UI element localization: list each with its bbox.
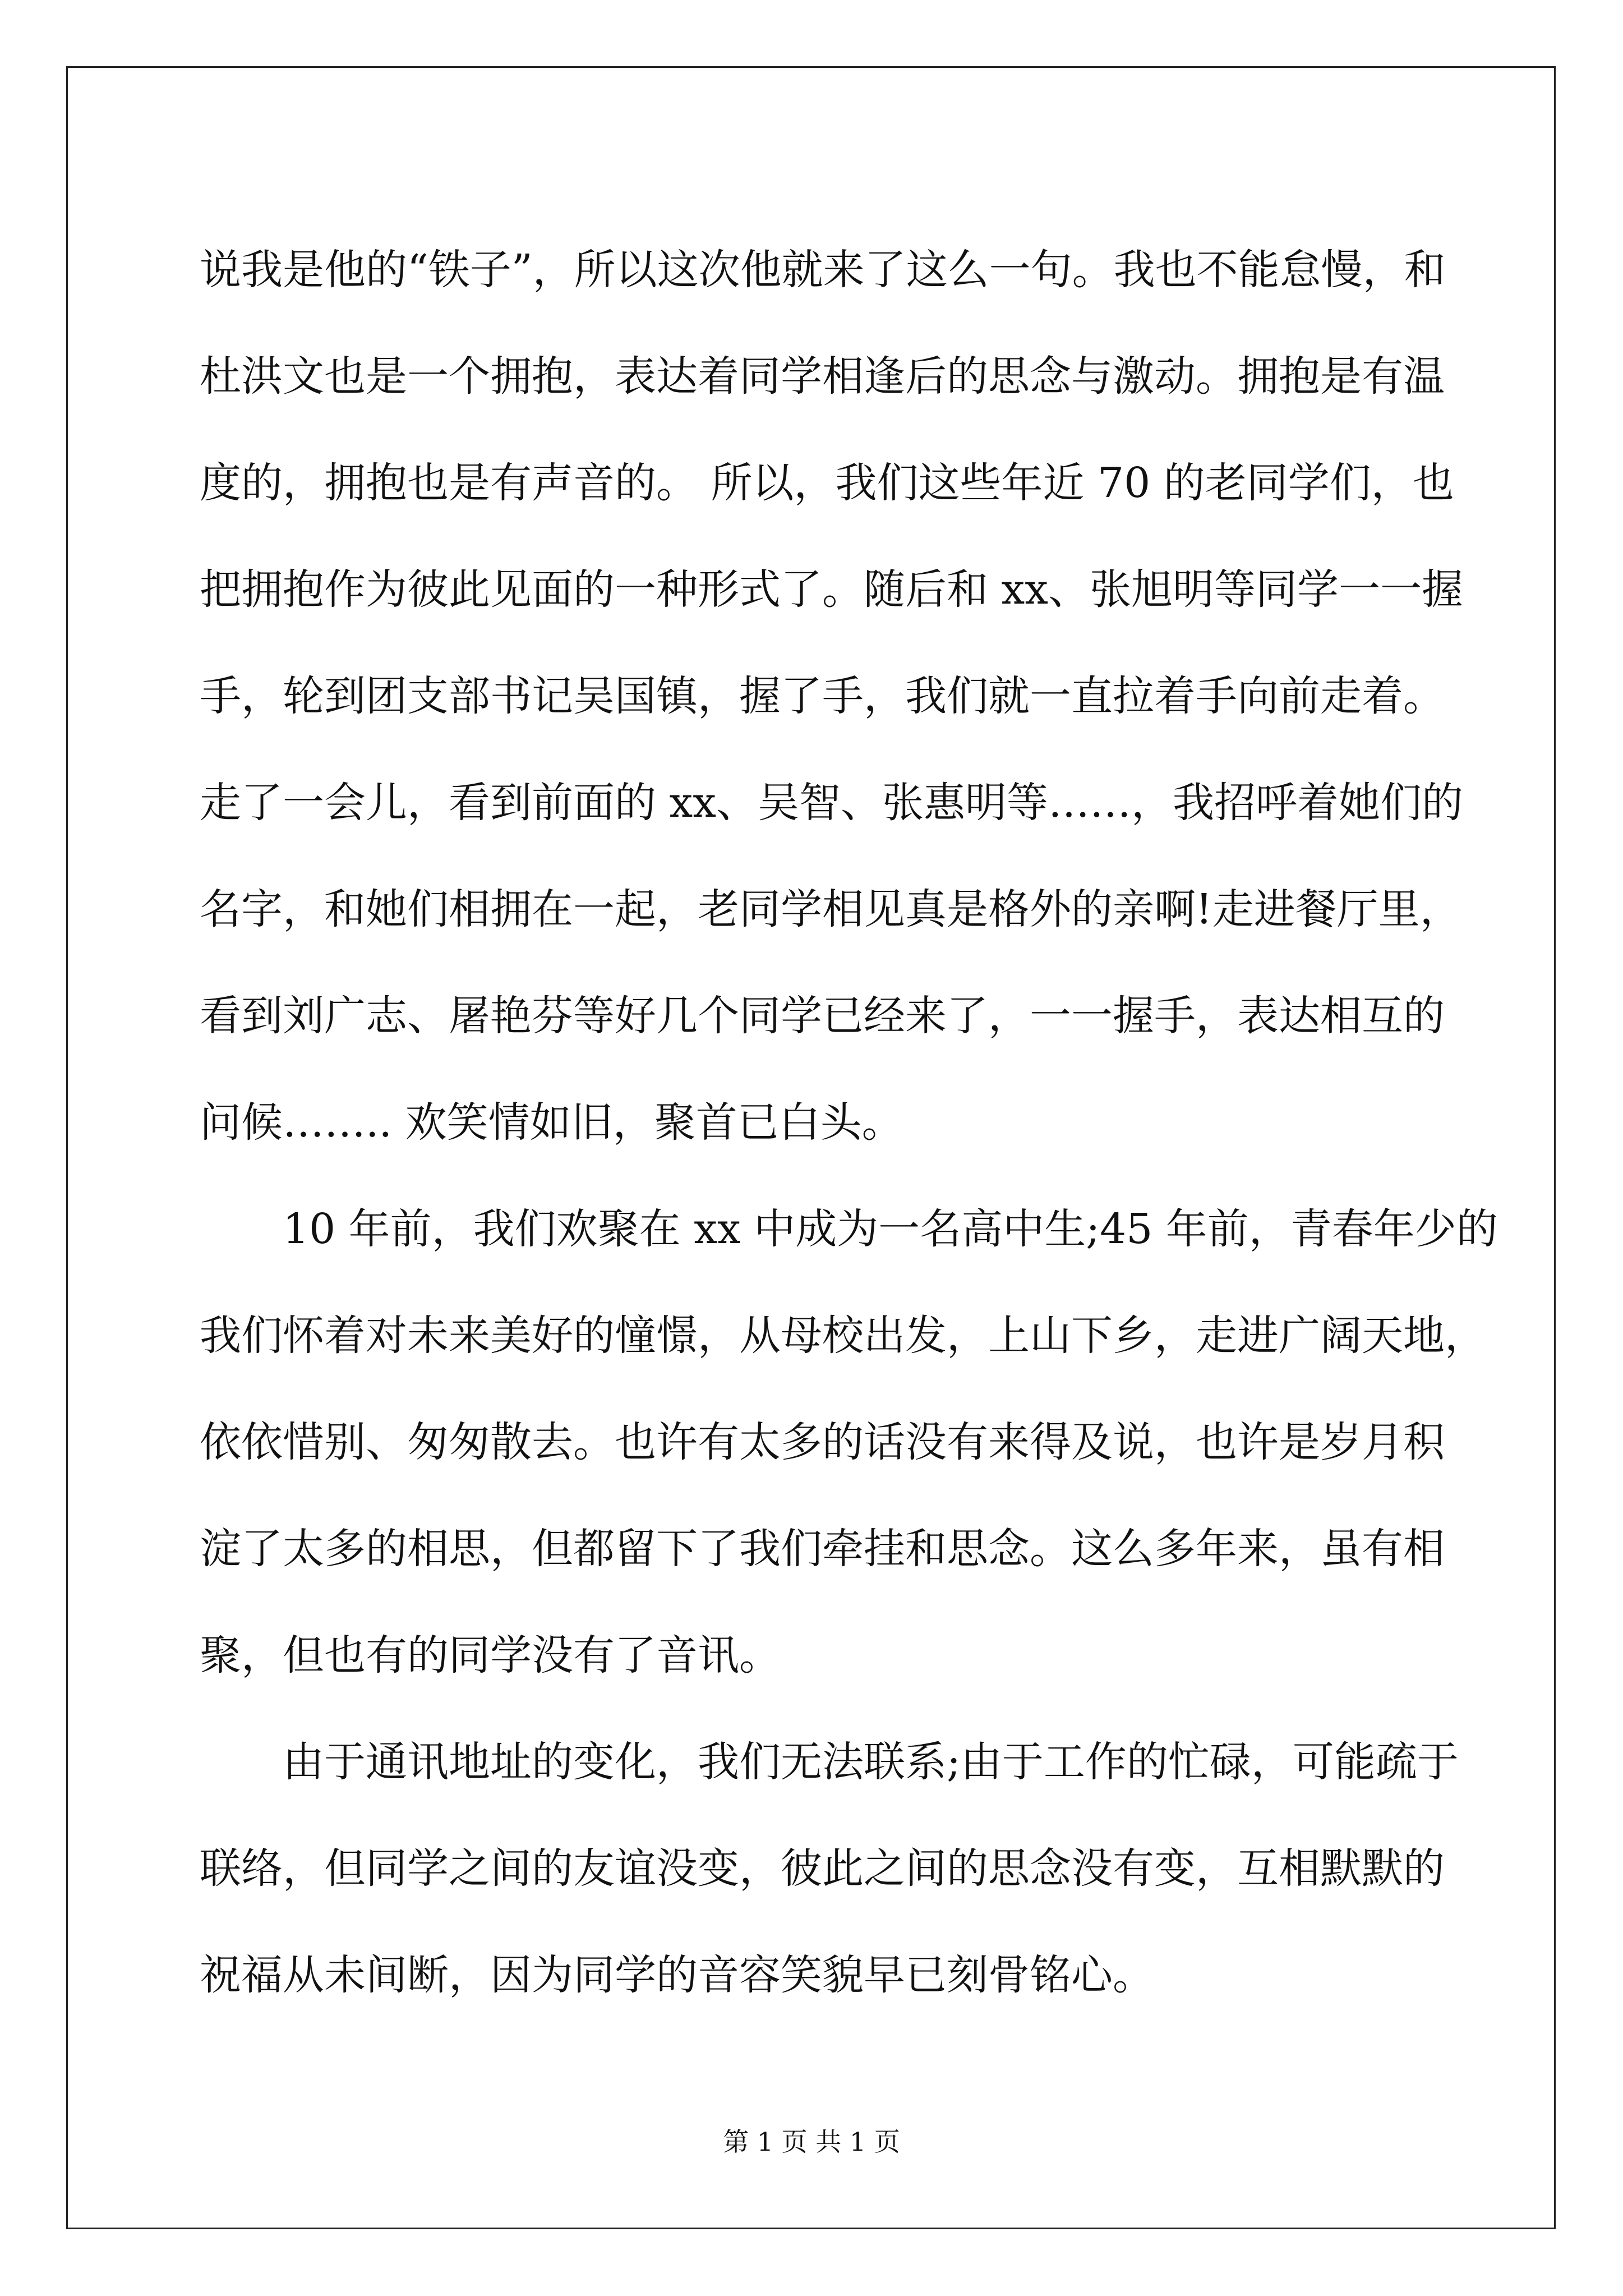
text-line-13: 淀了太多的相思，但都留下了我们牵挂和思念。这么多年来，虽有相 (200, 1525, 1445, 1573)
text-line-11: 我们怀着对未来美好的憧憬，从母校出发，上山下乡，走进广阔天地， (200, 1312, 1486, 1360)
text-line-16: 联络，但同学之间的友谊没变，彼此之间的思念没有变，互相默默的 (200, 1844, 1445, 1893)
text-line-9: 问候…….. 欢笑情如旧，聚首已白头。 (200, 1098, 903, 1147)
text-line-14: 聚，但也有的同学没有了音讯。 (200, 1631, 781, 1680)
text-line-2: 杜洪文也是一个拥抱，表达着同学相逢后的思念与激动。拥抱是有温 (200, 352, 1445, 401)
document-body (200, 217, 1498, 2028)
text-line-7: 名字，和她们相拥在一起，老同学相见真是格外的亲啊!走进餐厅里， (200, 885, 1461, 933)
text-line-17: 祝福从未间断，因为同学的音容笑貌早已刻骨铭心。 (200, 1951, 1154, 1999)
text-line-1: 说我是他的“铁子”，所以这次他就来了这么一句。我也不能怠慢，和 (200, 246, 1446, 294)
text-line-10: 10 年前，我们欢聚在 xx 中成为一名高中生;45 年前，青春年少的 (283, 1205, 1498, 1253)
text-line-4: 把拥抱作为彼此见面的一种形式了。随后和 xx、张旭明等同学一一握 (200, 565, 1463, 614)
page-number-footer: 第 1 页 共 1 页 (723, 2127, 900, 2157)
text-line-12: 依依惜别、匆匆散去。也许有太多的话没有来得及说，也许是岁月积 (200, 1418, 1445, 1466)
text-line-5: 手，轮到团支部书记吴国镇，握了手，我们就一直拉着手向前走着。 (200, 672, 1445, 720)
text-line-8: 看到刘广志、屠艳芬等好几个同学已经来了，一一握手，表达相互的 (200, 992, 1445, 1040)
text-line-15: 由于通讯地址的变化，我们无法联系;由于工作的忙碌，可能疏于 (283, 1738, 1459, 1786)
text-line-3: 度的，拥抱也是有声音的。 所以，我们这些年近 70 的老同学们，也 (200, 459, 1454, 507)
text-line-6: 走了一会儿，看到前面的 xx、吴智、张惠明等……，我招呼着她们的 (200, 779, 1463, 827)
